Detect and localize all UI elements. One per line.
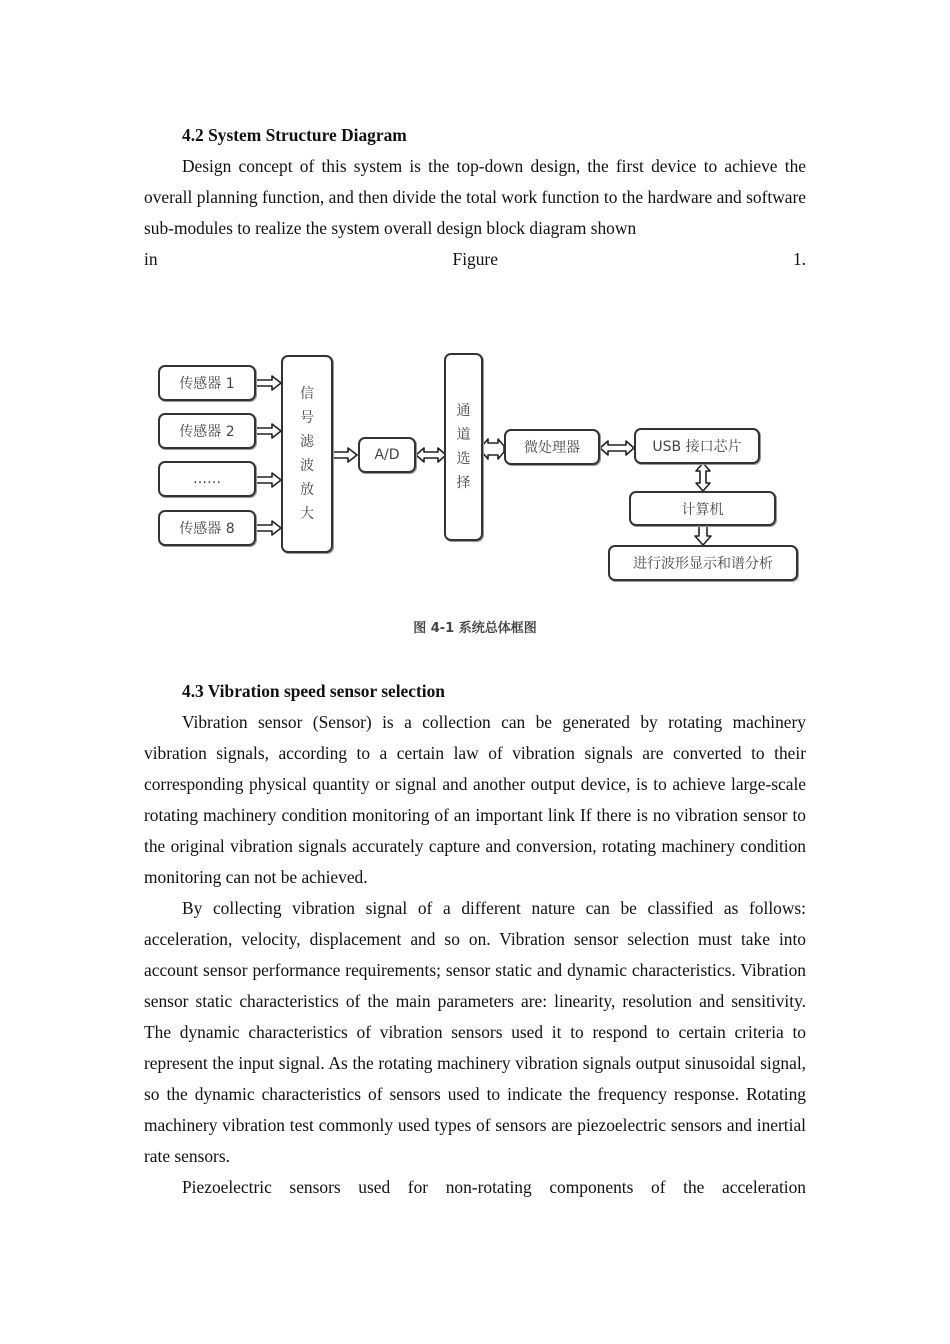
figure-caption: 图 4-1 系统总体框图 xyxy=(413,621,537,636)
block-sensor-ellipsis: …… xyxy=(158,461,256,497)
block-computer: 计算机 xyxy=(629,491,776,526)
block-usb-interface-chip: USB 接口芯片 xyxy=(634,428,760,464)
tail-word-in: in xyxy=(144,249,158,269)
paragraph-tail xyxy=(144,244,806,275)
paragraph: Vibration sensor (Sensor) is a collection can be generated by rotating machinery vibration signals, according to a certain law of vibration signals are converted to their corresponding physical quantity or signal and another output device, is to achieve large-scale rotating machinery condition monitoring of an important link If there is no vibration sensor to the original vibration signals accurately capture and conversion, rotating machinery condition monitoring can not be achieved. xyxy=(144,712,806,887)
section-4-2 xyxy=(144,120,806,275)
tail-word-figure: Figure xyxy=(452,249,498,269)
arrow-sensor1 xyxy=(256,376,281,390)
block-microprocessor: 微处理器 xyxy=(504,429,600,465)
block-channel-select: 通 道 选 择 xyxy=(444,353,483,541)
section-heading: 4.2 System Structure Diagram xyxy=(182,125,407,145)
system-block-diagram xyxy=(150,345,810,590)
block-adc: A/D xyxy=(358,437,416,473)
tail-word-1: 1. xyxy=(792,249,806,269)
block-waveform-spectrum-analysis: 进行波形显示和谱分析 xyxy=(608,545,798,581)
block-sensor-8: 传感器 8 xyxy=(158,510,256,546)
block-signal-filter-amplifier: 信 号 滤 波 放 大 xyxy=(281,355,333,553)
paragraph: Design concept of this system is the top-down design, the first device to achieve the overall planning function, and then divide the total work function to the hardware and software sub-modules to realize the system overall design block diagram shown xyxy=(144,156,806,238)
block-sensor-1: 传感器 1 xyxy=(158,365,256,401)
arrow-sensor-ellipsis xyxy=(256,473,281,487)
arrow-filter-adc xyxy=(332,448,357,462)
section-heading: 4.3 Vibration speed sensor selection xyxy=(182,681,445,701)
arrow-sensor8 xyxy=(256,521,281,535)
section-4-3 xyxy=(144,676,806,1203)
paragraph: By collecting vibration signal of a different nature can be classified as follows: acceleration, velocity, displacement and so on. Vibration sensor selection must take into account sensor performance requirements; sensor static and dynamic characteristics. Vibration sensor static characteristics of the main parameters are: linearity, resolution and sensitivity. The dynamic characteristics of vibration sensors used it to respond to certain criteria to represent the input signal. As the rotating machinery vibration signals output sinusoidal signal, so the dynamic characteristics of sensors used to indicate the frequency response. Rotating machinery vibration test commonly used types of sensors are piezoelectric sensors and inertial rate sensors. xyxy=(144,898,806,1166)
block-sensor-2: 传感器 2 xyxy=(158,413,256,449)
paragraph: Piezoelectric sensors used for non-rotating components of the acceleration xyxy=(182,1177,806,1197)
arrow-sensor2 xyxy=(256,424,281,438)
